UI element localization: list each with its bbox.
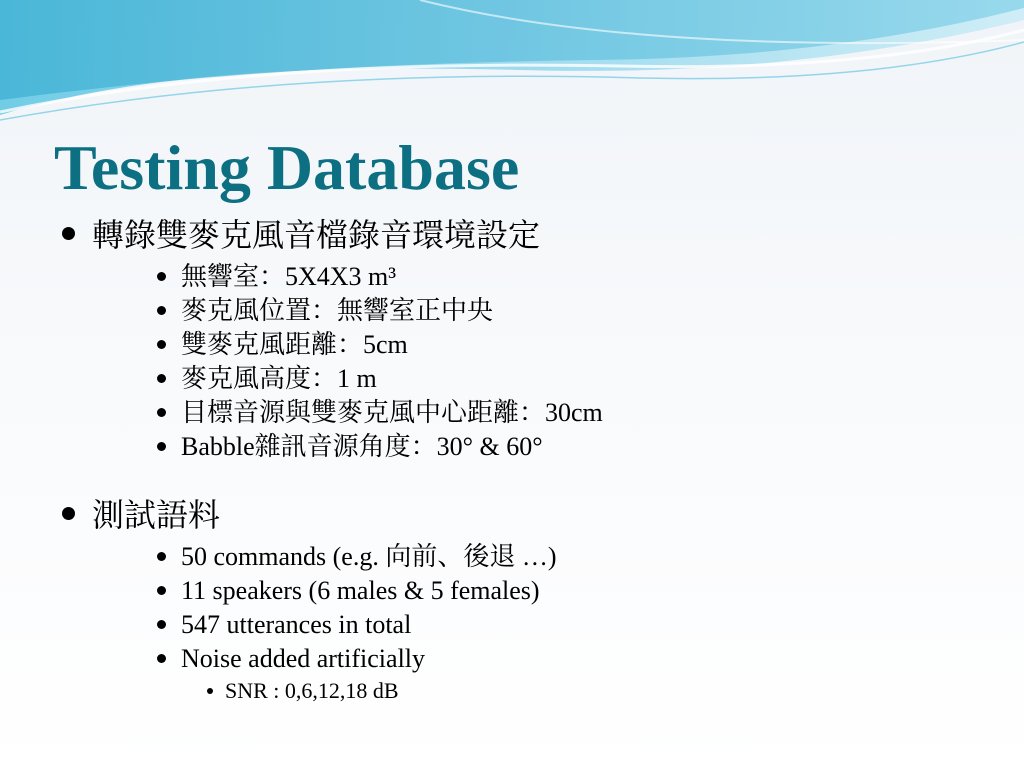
bullet-dot-icon	[157, 408, 166, 417]
list-item	[151, 362, 1000, 396]
list-item	[151, 260, 1000, 294]
bullet-dot-icon	[157, 340, 166, 349]
list-item	[151, 540, 1000, 574]
list-item	[151, 574, 1000, 608]
test-corpus-items	[151, 540, 1000, 706]
list-item	[151, 642, 1000, 706]
section-recording-setup	[60, 210, 1000, 464]
bullet-dot-icon	[157, 442, 166, 451]
bullet-dot-icon	[157, 272, 166, 281]
list-item	[151, 430, 1000, 464]
section-heading: 測試語料	[92, 497, 221, 533]
recording-setup-items	[151, 260, 1000, 464]
bullet-dot-icon	[207, 688, 213, 694]
noise-sub-items	[195, 676, 1000, 706]
slide-title: Testing Database	[54, 132, 520, 203]
bullet-dot-icon	[157, 374, 166, 383]
item-text: 目標音源與雙麥克風中心距離：30cm	[181, 398, 603, 427]
section-heading: 轉錄雙麥克風音檔錄音環境設定	[92, 217, 541, 253]
item-text: SNR : 0,6,12,18 dB	[225, 678, 399, 703]
item-text: 11 speakers (6 males & 5 females)	[181, 576, 540, 605]
list-item	[151, 396, 1000, 430]
item-text: 麥克風位置：無響室正中央	[181, 296, 494, 325]
item-text: Babble雜訊音源角度：30° & 60°	[181, 432, 543, 461]
bullet-dot-icon	[157, 620, 166, 629]
list-item	[195, 676, 1000, 706]
bullet-list	[60, 210, 1000, 706]
bullet-dot-icon	[157, 586, 166, 595]
header-wave-decoration	[0, 0, 1024, 130]
item-text: 雙麥克風距離：5cm	[181, 330, 408, 359]
item-text: 無響室：5X4X3 m³	[181, 262, 397, 291]
bullet-dot-icon	[62, 507, 75, 520]
list-item	[151, 608, 1000, 642]
item-text: 547 utterances in total	[181, 610, 412, 639]
slide-content	[60, 210, 1000, 706]
item-text: 50 commands (e.g. 向前、後退 …)	[181, 542, 557, 571]
bullet-dot-icon	[157, 306, 166, 315]
section-test-corpus	[60, 490, 1000, 706]
item-text: 麥克風高度：1 m	[181, 364, 377, 393]
list-item	[151, 328, 1000, 362]
item-text: Noise added artificially	[181, 644, 426, 673]
bullet-dot-icon	[157, 552, 166, 561]
bullet-dot-icon	[62, 227, 75, 240]
list-item	[151, 294, 1000, 328]
bullet-dot-icon	[157, 654, 166, 663]
